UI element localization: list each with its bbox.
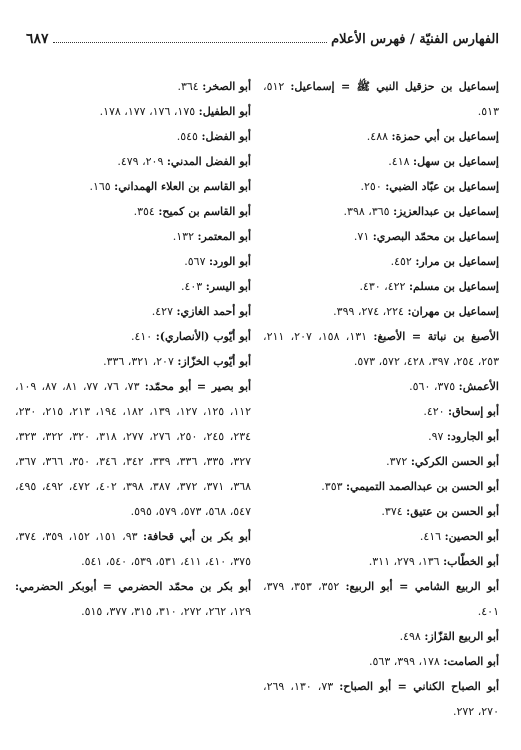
index-entry	[263, 324, 499, 374]
entry-page-refs: ٧٣، ٧٦، ٧٧، ٨١، ٨٧، ١٠٩، ١١٢، ١٢٥، ١٢٧، ١٣٩، ١٨٢، ١٩٤، ٢١٣، ٢١٥، ٢٣٠، ٢٣٤، ٢٤٥، ٢٥٠، ٢٧٦، ٢٧٧، ٣١٨، ٣٢٠، ٣٢٢، ٣٢٣، ٣٢٧، ٣٣٥، ٣٣٦، ٣٣٩، ٣٤٢، ٣٤٦، ٣٥٠، ٣٦٦، ٣٦٧، ٣٦٨، ٣٧١، ٣٧٢، ٣٨٧، ٣٩٨، ٤٠٢، ٤٧٢، ٤٩٢، ٤٩٥، ٥٤٧، ٥٦٨، ٥٧٣، ٥٧٩، ٥٩٥.	[15, 380, 252, 518]
index-entry	[263, 149, 499, 174]
entry-page-refs: ٢٥٠.	[360, 180, 382, 193]
entry-name: أبو القاسم بن كميح:	[158, 205, 251, 218]
index-column-right	[263, 74, 499, 724]
index-entry	[263, 274, 499, 299]
entry-page-refs: ٤٩٨.	[399, 630, 421, 643]
entry-page-refs: ٩٧.	[428, 430, 444, 443]
entry-name: أبو القاسم بن العلاء الهمداني:	[114, 180, 251, 193]
entry-name: أبو بكر بن محمّد الحضرمي = أبوبكر الحضرمي:	[15, 580, 251, 593]
index-entry	[263, 174, 499, 199]
index-entry	[263, 499, 499, 524]
page-header	[26, 30, 499, 52]
entry-page-refs: ٣٦٤.	[177, 80, 199, 93]
entry-page-refs: ١٣١، ١٥٨، ٢٠٧، ٢١١، ٢٥٣، ٢٥٤، ٣٩٧، ٤٢٨، ٥٧٢، ٥٧٣.	[263, 330, 499, 368]
entry-page-refs: ٥١٢، ٥١٣.	[263, 80, 499, 118]
index-entry	[263, 224, 499, 249]
entry-name: إسماعيل بن عبدالعزيز:	[393, 205, 499, 218]
entry-name: أبو الصباح الكناني = أبو الصباح:	[339, 680, 500, 693]
entry-page-refs: ٥٤٥.	[176, 130, 198, 143]
index-entry	[263, 574, 499, 624]
entry-page-refs: ١٣٢.	[172, 230, 194, 243]
index-entry	[263, 649, 499, 674]
index-entry	[263, 424, 499, 449]
entry-page-refs: ١٢٩، ٢٦٢، ٢٧٢، ٣١٠، ٣١٥، ٣٧٧، ٥١٥.	[81, 605, 251, 618]
entry-name: أبو الورد:	[209, 255, 251, 268]
entry-page-refs: ١٣٦، ٢٧٩، ٣١١.	[368, 555, 440, 568]
entry-name: إسماعيل بن حزقيل النبي ﷺ = إسماعيل:	[290, 80, 499, 93]
entry-name: إسماعيل بن مهران:	[407, 305, 499, 318]
entry-name: أبو الربيع الشامي = أبو الربيع:	[345, 580, 500, 593]
entry-name: أبو الفضل:	[201, 130, 251, 143]
index-entry	[263, 524, 499, 549]
entry-page-refs: ٣٧٢.	[386, 455, 408, 468]
entry-name: أبو الحسن الكركي:	[410, 455, 499, 468]
index-entry	[15, 374, 251, 524]
index-entry	[263, 249, 499, 274]
entry-name: الأصبغ بن نباتة = الأصبغ:	[373, 330, 500, 343]
index-entry	[263, 474, 499, 499]
entry-page-refs: ٧١.	[353, 230, 370, 243]
entry-page-refs: ٥٦٧.	[184, 255, 206, 268]
entry-page-refs: ٤١٨.	[388, 155, 410, 168]
entry-page-refs: ٢٠٩، ٤٧٩.	[117, 155, 164, 168]
index-entry	[15, 124, 251, 149]
index-entry	[15, 274, 251, 299]
entry-name: إسماعيل بن محمّد البصري:	[372, 230, 499, 243]
entry-name: أبو أيّوب الخزّاز:	[177, 355, 251, 368]
entry-name: أبو الصخر:	[202, 80, 251, 93]
index-entry	[15, 74, 251, 99]
index-entry	[15, 324, 251, 349]
entry-name: أبو الصامت:	[443, 655, 499, 668]
entry-page-refs: ٣٥٣.	[321, 480, 343, 493]
entry-page-refs: ٣٥٢، ٣٥٣، ٣٧٩، ٤٠١.	[263, 580, 499, 618]
index-entry	[15, 299, 251, 324]
index-entry	[15, 224, 251, 249]
index-entry	[263, 549, 499, 574]
entry-name: أبو الفضل المدني:	[166, 155, 251, 168]
index-entry	[263, 74, 499, 124]
entry-page-refs: ١٦٥.	[89, 180, 111, 193]
entry-name: أبو المعتمر:	[197, 230, 251, 243]
entry-page-refs: ٤٢٠.	[423, 405, 445, 418]
index-entry	[15, 149, 251, 174]
entry-page-refs: ٢٠٧، ٣٢١، ٣٣٦.	[103, 355, 174, 368]
entry-name: أبو الحصين:	[444, 530, 499, 543]
entry-page-refs: ٤١٠.	[130, 330, 153, 343]
index-entry	[263, 299, 499, 324]
entry-page-refs: ٣٦٥، ٣٩٨.	[343, 205, 390, 218]
entry-name: أبو الحسن بن عبدالصمد التميمي:	[346, 480, 499, 493]
entry-page-refs: ٣٥٤.	[133, 205, 155, 218]
entry-name: أبو إسحاق:	[448, 405, 499, 418]
entry-name: أبو أيّوب (الأنصاري):	[155, 330, 251, 343]
entry-name: الأعمش:	[458, 380, 499, 393]
index-entry	[263, 624, 499, 649]
entry-page-refs: ٤٠٣.	[180, 280, 203, 293]
entry-page-refs: ٤٨٨.	[366, 130, 389, 143]
entry-name: أبو الخطّاب:	[443, 555, 499, 568]
index-entry	[263, 124, 499, 149]
index-entry	[263, 199, 499, 224]
index-entry	[15, 249, 251, 274]
entry-page-refs: ١٧٨، ٣٩٩، ٥٦٣.	[369, 655, 440, 668]
index-entry	[15, 99, 251, 124]
entry-page-refs: ٣٧٤.	[381, 505, 403, 518]
entry-page-refs: ٢٢٤، ٢٧٤، ٣٩٩.	[333, 305, 404, 318]
index-entry	[263, 374, 499, 399]
index-entry	[15, 524, 251, 574]
entry-page-refs: ٤٥٢.	[390, 255, 412, 268]
entry-name: أبو الطفيل:	[198, 105, 251, 118]
entry-name: إسماعيل بن سهل:	[413, 155, 499, 168]
entry-page-refs: ٤١٦.	[419, 530, 442, 543]
entry-name: أبو أحمد الغازي:	[176, 305, 251, 318]
dot-leader	[53, 30, 328, 43]
index-entry	[263, 449, 499, 474]
entry-name: أبو بكر بن أبي قحافة:	[143, 530, 251, 543]
entry-page-refs: ٣٧٥، ٥٦٠.	[409, 380, 456, 393]
index-entry	[15, 574, 251, 624]
entry-name: أبو اليسر:	[205, 280, 251, 293]
entry-name: إسماعيل بن عبّاد الضبي:	[385, 180, 499, 193]
index-entry	[263, 399, 499, 424]
index-entry	[263, 674, 499, 724]
entry-page-refs: ٤٢٢، ٤٣٠.	[359, 280, 406, 293]
entry-name: أبو الربيع القزّاز:	[424, 630, 499, 643]
entry-name: إسماعيل بن مرار:	[415, 255, 499, 268]
entry-name: إسماعيل بن أبي حمزة:	[391, 130, 499, 143]
index-column-left	[15, 74, 251, 624]
index-entry	[15, 349, 251, 374]
entry-name: أبو الحسن بن عتيق:	[406, 505, 499, 518]
entry-page-refs: ٩٣، ١٥١، ١٥٢، ٣٥٩، ٣٧٤، ٣٧٥، ٤١٠، ٤١١، ٥٣١، ٥٣٩، ٥٤٠، ٥٤١.	[15, 530, 251, 568]
entry-page-refs: ٤٢٧.	[151, 305, 173, 318]
index-entry	[15, 174, 251, 199]
entry-page-refs: ١٧٥، ١٧٦، ١٧٧، ١٧٨.	[99, 105, 196, 118]
entry-name: أبو الجارود:	[446, 430, 499, 443]
entry-page-refs: ٧٣، ١٣٠، ٢٦٩، ٢٧٠، ٢٧٢.	[263, 680, 499, 718]
index-entry	[15, 199, 251, 224]
entry-name: إسماعيل بن مسلم:	[408, 280, 499, 293]
entry-name: أبو بصير = أبو محمّد:	[144, 380, 252, 393]
page-number: ٦٨٧	[26, 31, 49, 47]
running-title: الفهارس الفنيّة / فهرس الأعلام	[331, 32, 499, 47]
